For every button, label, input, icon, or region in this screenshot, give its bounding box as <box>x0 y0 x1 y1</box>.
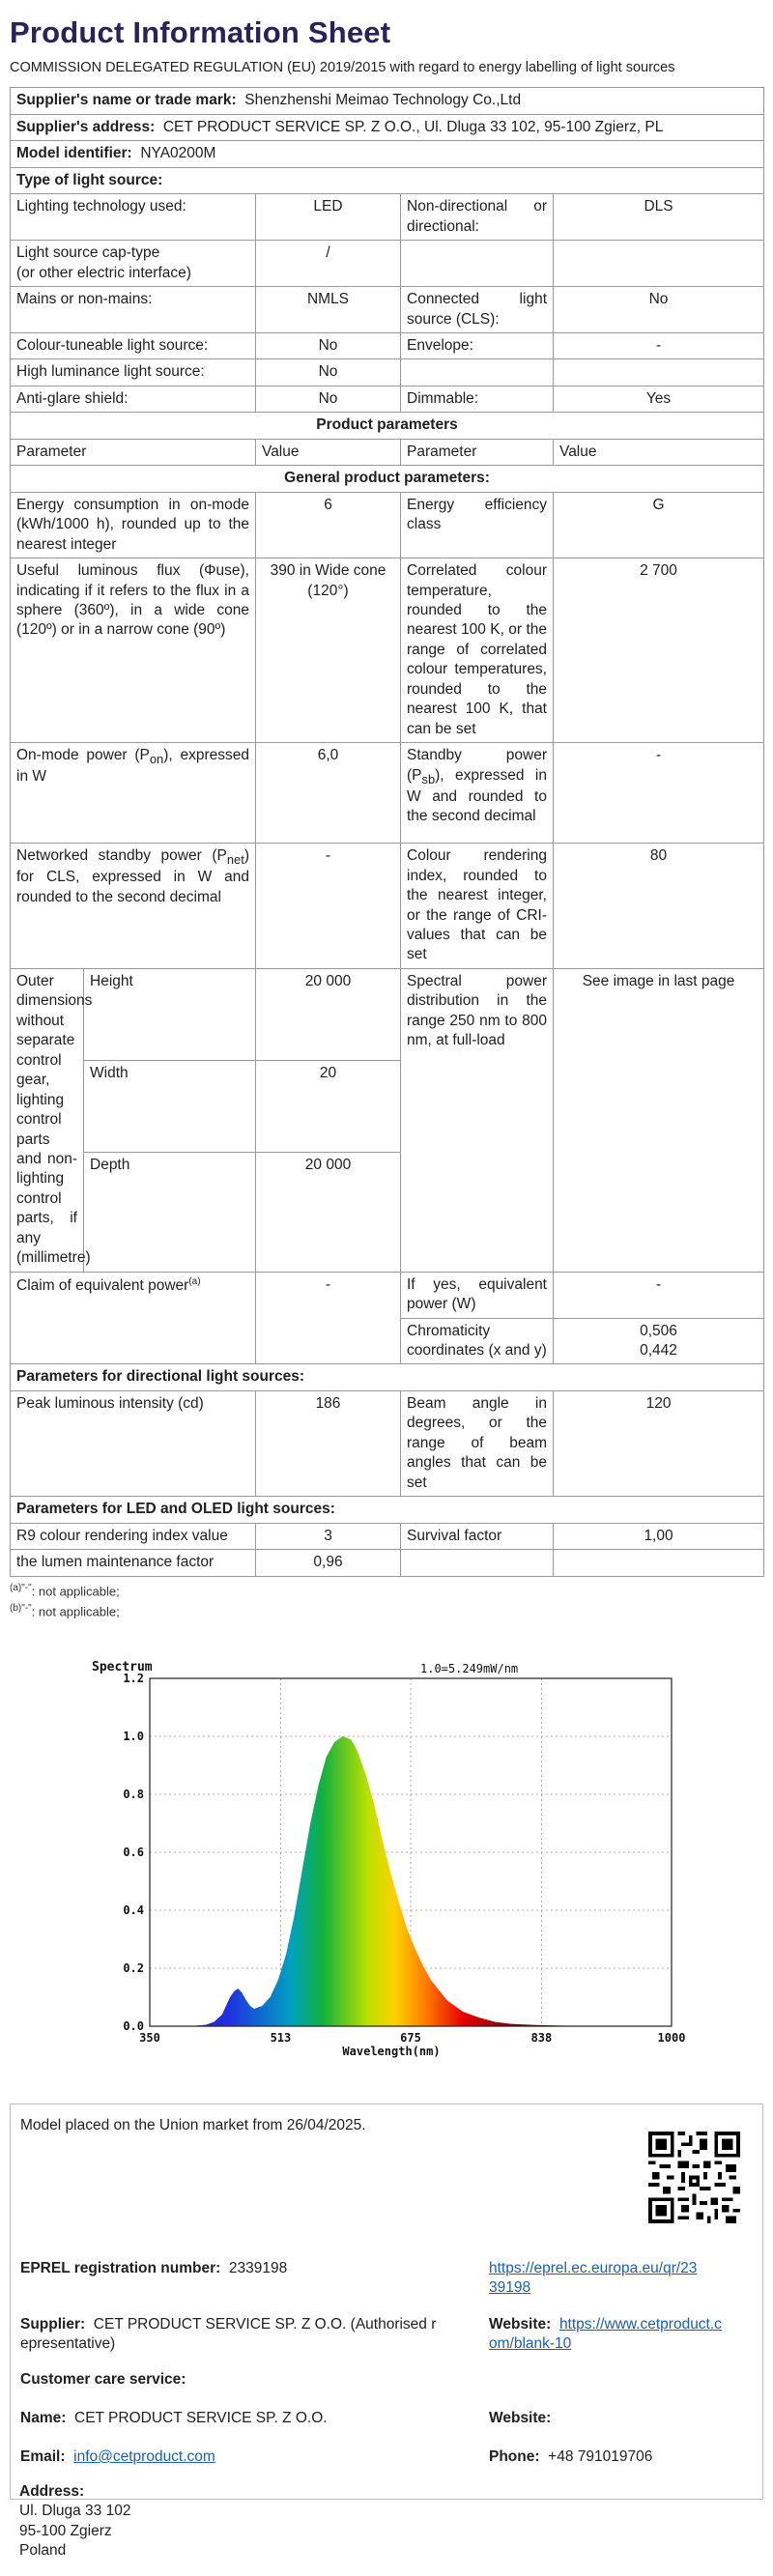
cap-type-sublabel: (or other electric interface) <box>16 264 191 281</box>
dimensions-row <box>11 968 764 1060</box>
supplier-address-label: Supplier's address: <box>16 118 156 135</box>
y-tick-label: 0.2 <box>123 1961 144 1975</box>
type-label: High luminance light source: <box>11 359 256 386</box>
supplier-name-row <box>11 88 764 114</box>
care-name-line <box>20 2409 328 2428</box>
claim-value: - <box>256 1272 401 1364</box>
link-part[interactable]: https://www.cetproduct.c <box>558 2315 722 2333</box>
footnote <box>10 1581 763 1601</box>
address-label: Address: <box>19 2482 85 2500</box>
general-heading: General product parameters: <box>11 466 764 492</box>
maintenance-value: 0,96 <box>256 1550 401 1576</box>
networked-standby-value: - <box>256 844 401 969</box>
col-value: Value <box>554 439 764 465</box>
label-sub: sb <box>421 771 436 787</box>
type-label: Colour-tuneable light source: <box>11 333 256 359</box>
label-text: ), expressed in W <box>16 747 249 786</box>
type-label: Mains or non-mains: <box>11 287 256 333</box>
type-label <box>11 241 256 287</box>
depth-label: Depth <box>84 1152 256 1272</box>
equiv-power-value: - <box>554 1272 764 1318</box>
type-row <box>11 386 764 412</box>
y-tick-label: 0.4 <box>123 1903 144 1917</box>
on-mode-power-value: 6,0 <box>256 743 401 844</box>
product-parameters-heading-row <box>11 413 764 439</box>
chart-xlabel: Wavelength(nm) <box>342 2044 441 2058</box>
standby-power-value: - <box>554 743 764 844</box>
eprel-number: 2339198 <box>228 2259 288 2276</box>
footnote-mark: "-" <box>21 1582 32 1593</box>
flux-label: Useful luminous flux (Φuse), indicating if it refers to the flux in a sphere (360º), in a wide cone (120º) or in a narrow cone (90º) <box>11 558 256 743</box>
y-tick-label: 1.0 <box>123 1729 144 1743</box>
energy-class-value: G <box>554 492 764 558</box>
address-block <box>19 2482 773 2562</box>
peak-intensity-value: 186 <box>256 1390 401 1496</box>
link-part[interactable]: om/blank-10 <box>489 2335 572 2353</box>
type-value: Yes <box>554 386 764 412</box>
supplier-name-label: Supplier's name or trade mark: <box>16 92 237 109</box>
type-value: No <box>256 359 401 386</box>
chromaticity-y: 0,442 <box>640 1342 677 1360</box>
energy-value: 6 <box>256 492 401 558</box>
label-text: Claim of equivalent power <box>16 1276 189 1294</box>
type-value: NMLS <box>256 287 401 333</box>
type-row <box>11 359 764 386</box>
email-label: Email: <box>20 2447 66 2465</box>
label-sub: on <box>149 752 164 767</box>
type-label <box>401 359 554 386</box>
address-line: Ul. Dluga 33 102 <box>19 2503 131 2520</box>
type-value: / <box>256 241 401 287</box>
footnote-sup: (b) <box>10 1603 22 1615</box>
param-row <box>11 1523 764 1549</box>
model-label: Model identifier: <box>16 145 132 162</box>
type-label: Envelope: <box>401 333 554 359</box>
y-tick-label: 0.8 <box>123 1787 144 1801</box>
x-tick-label: 350 <box>139 2030 160 2045</box>
model-identifier: NYA0200M <box>140 145 216 162</box>
col-value: Value <box>256 439 401 465</box>
spd-label: Spectral power distribution in the range 250 nm to 800 nm, at full-load <box>401 968 554 1272</box>
x-tick-label: 838 <box>530 2030 553 2045</box>
type-value: No <box>256 333 401 359</box>
r9-label: R9 colour rendering index value <box>11 1523 256 1549</box>
eprel-label: EPREL registration number: <box>20 2259 221 2276</box>
footnote-text: : not applicable; <box>31 1583 120 1598</box>
spectrum-svg <box>72 1649 686 2065</box>
led-heading-row <box>11 1497 764 1523</box>
footer-panel <box>10 2104 763 2500</box>
type-row <box>11 194 764 241</box>
cri-label: Colour rendering index, rounded to the nearest integer, or the range of CRI-values that can be set <box>401 844 554 969</box>
type-value: No <box>256 386 401 412</box>
beam-angle-value: 120 <box>554 1390 764 1496</box>
chart-title: Spectrum <box>92 1659 153 1674</box>
phone-line <box>489 2447 652 2467</box>
eprel-line <box>20 2259 287 2278</box>
type-value <box>554 241 764 287</box>
directional-heading-row <box>11 1364 764 1390</box>
qr-code-icon[interactable] <box>648 2132 740 2223</box>
footnote <box>10 1601 763 1621</box>
y-tick-label: 0.0 <box>123 2018 144 2033</box>
website-label: Website: <box>489 2315 552 2333</box>
param-row <box>11 492 764 558</box>
empty-cell <box>401 1550 554 1576</box>
type-value: No <box>554 287 764 333</box>
param-row <box>11 1550 764 1576</box>
x-tick-label: 1000 <box>657 2030 686 2045</box>
type-label <box>401 241 554 287</box>
general-heading-row <box>11 466 764 492</box>
column-header-row <box>11 439 764 465</box>
led-heading: Parameters for LED and OLED light sources: <box>11 1497 764 1523</box>
type-label: Non-directional or directional: <box>401 194 554 241</box>
phone-label: Phone: <box>489 2447 540 2465</box>
col-parameter: Parameter <box>401 439 554 465</box>
website-line <box>489 2315 722 2355</box>
cap-type-label: Light source cap-type <box>16 244 160 262</box>
supplier-label: Supplier: <box>20 2315 86 2333</box>
page-title: Product Information Sheet <box>10 15 391 49</box>
dimensions-label: Outer dimensions without separate control gear, lighting control parts and non-lighting control parts, if any (millimetre) <box>11 968 84 1272</box>
chart-annotation: 1.0=5.249mW/nm <box>420 1661 519 1675</box>
label-sub: net <box>226 852 244 868</box>
spd-value: See image in last page <box>554 968 764 1272</box>
y-tick-label: 1.2 <box>123 1671 144 1685</box>
type-row <box>11 333 764 359</box>
address-line: Poland <box>19 2542 67 2560</box>
x-tick-label: 675 <box>400 2030 421 2045</box>
energy-label: Energy consumption in on-mode (kWh/1000 h), rounded up to the nearest integer <box>11 492 256 558</box>
cct-label: Correlated colour temperature, rounded to the nearest 100 K, or the range of correlated colour temperatures, rounded to the nearest 100 K, that can be set <box>401 558 554 743</box>
energy-class-label: Energy efficiency class <box>401 492 554 558</box>
type-value <box>554 359 764 386</box>
survival-label: Survival factor <box>401 1523 554 1549</box>
x-tick-label: 513 <box>270 2030 292 2045</box>
label-text: ) for CLS, expressed in W and rounded to the second decimal <box>16 847 249 905</box>
label-text: Standby power (P <box>407 747 547 784</box>
label-sup: (a) <box>188 1275 201 1287</box>
empty-cell <box>554 1550 764 1576</box>
height-value: 20 000 <box>256 968 401 1060</box>
param-row <box>11 844 764 969</box>
flux-value: 390 in Wide cone (120°) <box>256 558 401 743</box>
care-name-label: Name: <box>20 2409 67 2426</box>
type-heading-row <box>11 167 764 193</box>
directional-heading: Parameters for directional light sources: <box>11 1364 764 1390</box>
beam-angle-label: Beam angle in degrees, or the range of beam angles that can be set <box>401 1390 554 1496</box>
address-line: 95-100 Zgierz <box>19 2522 112 2539</box>
chromaticity-x: 0,506 <box>640 1322 677 1339</box>
email-link[interactable]: info@cetproduct.com <box>73 2447 215 2465</box>
supplier-name: Shenzhenshi Meimao Technology Co.,Ltd <box>244 92 522 109</box>
type-label: Lighting technology used: <box>11 194 256 241</box>
chromaticity-label: Chromaticity coordinates (x and y) <box>401 1318 554 1364</box>
type-value: - <box>554 333 764 359</box>
supplier-address-row <box>11 114 764 140</box>
supplier-line <box>20 2315 474 2355</box>
y-tick-label: 0.6 <box>123 1845 144 1859</box>
eprel-link-text[interactable] <box>489 2260 697 2296</box>
label-text: ), expressed in W and rounded to the second decimal <box>407 766 547 825</box>
maintenance-label: the lumen maintenance factor <box>11 1550 256 1576</box>
equiv-power-label: If yes, equivalent power (W) <box>401 1272 554 1318</box>
on-mode-power-label <box>11 743 256 844</box>
type-label: Connected light source (CLS): <box>401 287 554 333</box>
model-row <box>11 141 764 167</box>
email-line <box>20 2447 215 2467</box>
supplier-value-cont: epresentative) <box>20 2335 116 2353</box>
spectrum-chart <box>72 1649 773 2071</box>
type-row <box>11 241 764 287</box>
chromaticity-value <box>554 1318 764 1364</box>
cct-value: 2 700 <box>554 558 764 743</box>
col-parameter: Parameter <box>11 439 256 465</box>
info-table <box>10 87 764 1576</box>
product-parameters-heading: Product parameters <box>11 413 764 439</box>
param-row <box>11 743 764 844</box>
phone-value: +48 791019706 <box>548 2447 653 2465</box>
link-part[interactable]: 39198 <box>489 2279 531 2297</box>
link-part[interactable]: https://eprel.ec.europa.eu/qr/23 <box>489 2259 698 2276</box>
care-website-label: Website: <box>489 2409 552 2426</box>
depth-value: 20 000 <box>256 1152 401 1272</box>
param-row <box>11 1390 764 1496</box>
type-value: LED <box>256 194 401 241</box>
survival-value: 1,00 <box>554 1523 764 1549</box>
width-label: Width <box>84 1060 256 1152</box>
cri-value: 80 <box>554 844 764 969</box>
label-text: On-mode power (P <box>16 747 150 764</box>
footnotes <box>10 1581 763 1622</box>
regulation-text: COMMISSION DELEGATED REGULATION (EU) 2019/2015 with regard to energy labelling of light sources <box>10 59 675 75</box>
type-value: DLS <box>554 194 764 241</box>
footnote-text: : not applicable; <box>31 1604 120 1619</box>
type-label: Anti-glare shield: <box>11 386 256 412</box>
care-name-value: CET PRODUCT SERVICE SP. Z O.O. <box>74 2409 328 2426</box>
supplier-value: CET PRODUCT SERVICE SP. Z O.O. (Authorised r <box>93 2315 437 2333</box>
supplier-address: CET PRODUCT SERVICE SP. Z O.O., Ul. Dluga 33 102, 95-100 Zgierz, PL <box>162 118 664 135</box>
standby-power-label <box>401 743 554 844</box>
peak-intensity-label: Peak luminous intensity (cd) <box>11 1390 256 1496</box>
param-row <box>11 558 764 743</box>
footnote-sup: (a) <box>10 1582 22 1593</box>
customer-care-heading: Customer care service: <box>20 2370 186 2388</box>
type-label: Dimmable: <box>401 386 554 412</box>
claim-label <box>11 1272 256 1364</box>
footnote-mark: "-" <box>21 1603 32 1615</box>
r9-value: 3 <box>256 1523 401 1549</box>
networked-standby-label <box>11 844 256 969</box>
label-text: Networked standby power (P <box>16 847 227 865</box>
param-row <box>11 1272 764 1318</box>
type-row <box>11 287 764 333</box>
eprel-link[interactable] <box>489 2259 697 2299</box>
type-heading: Type of light source: <box>11 167 764 193</box>
height-label: Height <box>84 968 256 1060</box>
width-value: 20 <box>256 1060 401 1152</box>
market-text: Model placed on the Union market from 26/04/2025. <box>20 2116 366 2133</box>
